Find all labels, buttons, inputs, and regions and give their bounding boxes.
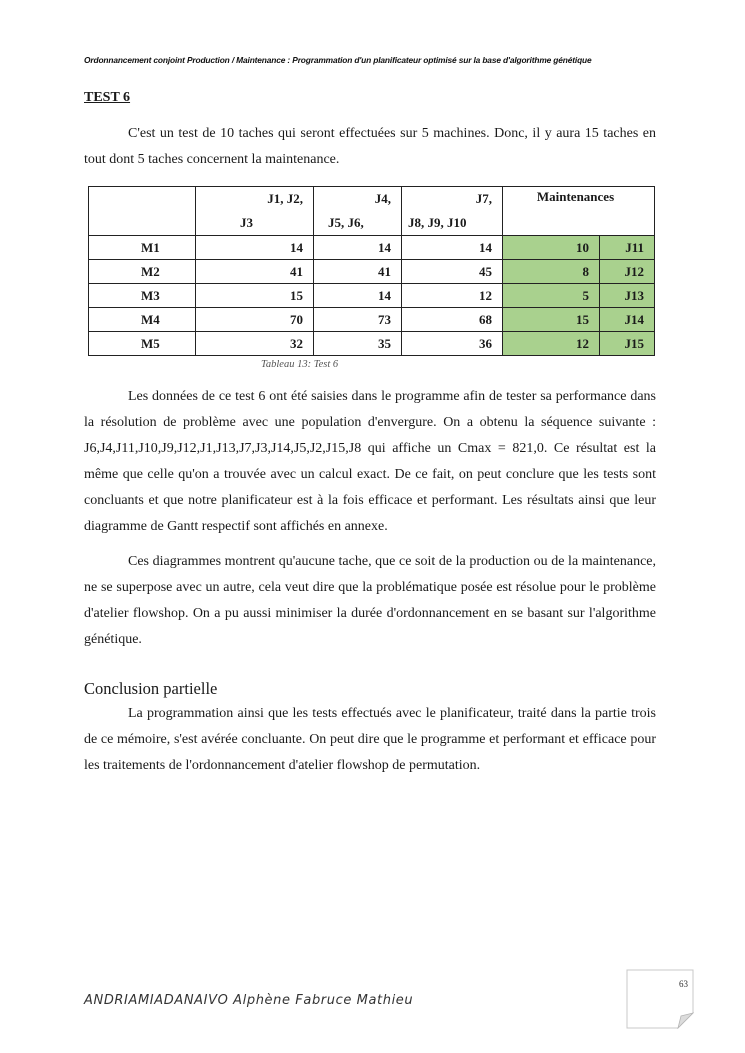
header-group-3 (402, 187, 503, 236)
table-caption: Tableau 13: Test 6 (261, 359, 339, 370)
value-cell: 15 (196, 284, 314, 308)
maintenance-value-cell: 5 (503, 284, 600, 308)
value-cell: 41 (196, 260, 314, 284)
value-cell: 35 (314, 332, 402, 356)
section-title: TEST 6 (84, 90, 131, 105)
header-group-2-line-1: J4, (374, 191, 391, 206)
value-cell: 12 (402, 284, 503, 308)
value-cell: 45 (402, 260, 503, 284)
table-header-row (89, 187, 655, 236)
maintenance-value-cell: 12 (503, 332, 600, 356)
value-cell: 14 (314, 236, 402, 260)
maintenance-job-cell: J15 (600, 332, 655, 356)
header-group-3-line-1: J7, (475, 191, 492, 206)
header-group-3-line-2: J8, J9, J10 (408, 215, 467, 230)
maintenance-job-cell: J12 (600, 260, 655, 284)
diagrams-paragraph: Ces diagrammes montrent qu'aucune tache, que ce soit de la production ou de la maintenance, ne se superpose avec un autre, cela veut dire que la problématique posée est résolue pour le problème d'atelier flowshop. On a pu aussi minimiser la durée d'ordonnancement en se basant sur l'algorithme génétique. (84, 554, 656, 647)
value-cell: 68 (402, 308, 503, 332)
value-cell: 36 (402, 332, 503, 356)
value-cell: 70 (196, 308, 314, 332)
footer-author: ANDRIAMIADANAIVO Alphène Fabruce Mathieu (84, 993, 414, 1008)
value-cell: 14 (314, 284, 402, 308)
machine-cell: M5 (89, 332, 196, 356)
header-group-1 (196, 187, 314, 236)
machine-cell: M2 (89, 260, 196, 284)
maintenance-value-cell: 8 (503, 260, 600, 284)
table-row (89, 260, 655, 284)
conclusion-paragraph: La programmation ainsi que les tests effectués avec le planificateur, traité dans la partie trois de ce mémoire, s'est avérée concluante. On peut dire que le programme et performant et efficace pour les traitements de l'ordonnancement d'atelier flowshop de permutation. (84, 706, 656, 773)
value-cell: 41 (314, 260, 402, 284)
header-group-1-line-1: J1, J2, (267, 191, 303, 206)
maintenance-job-cell: J13 (600, 284, 655, 308)
running-header: Ordonnancement conjoint Production / Maintenance : Programmation d'un planificateur optimisé sur la base d'algorithme génétique (84, 55, 592, 65)
maintenance-job-cell: J14 (600, 308, 655, 332)
table-row (89, 332, 655, 356)
machine-cell: M3 (89, 284, 196, 308)
header-group-2-line-2: J5, J6, (328, 215, 364, 230)
test-data-table (88, 186, 655, 356)
header-maintenance: Maintenances (503, 187, 655, 236)
page-curl-icon (626, 969, 694, 1029)
results-paragraph: Les données de ce test 6 ont été saisies dans le programme afin de tester sa performance dans la résolution de problème avec une population d'envergure. On a obtenu la séquence suivante : J6,J4,J11,J10,J9,J12,J1,J13,J7,J3,J14,J5,J2,J15,J8 qui affiche un Cmax = 821,0. Ce résultat est la même que celle qu'on a trouvée avec un calcul exact. De ce fait, on peut conclure que les tests sont concluants et que notre planificateur est à la fois efficace et performant. Les résultats ainsi que leur diagramme de Gantt respectif sont affichés en annexe. (84, 389, 656, 534)
page-number: 63 (679, 979, 688, 989)
value-cell: 14 (402, 236, 503, 260)
machine-cell: M1 (89, 236, 196, 260)
maintenance-value-cell: 10 (503, 236, 600, 260)
value-cell: 14 (196, 236, 314, 260)
table-row (89, 236, 655, 260)
maintenance-job-cell: J11 (600, 236, 655, 260)
table-row (89, 284, 655, 308)
maintenance-value-cell: 15 (503, 308, 600, 332)
header-group-2 (314, 187, 402, 236)
value-cell: 32 (196, 332, 314, 356)
machine-cell: M4 (89, 308, 196, 332)
header-group-1-line-2: J3 (240, 215, 253, 230)
header-empty-cell (89, 187, 196, 236)
conclusion-heading: Conclusion partielle (84, 679, 218, 698)
intro-paragraph: C'est un test de 10 taches qui seront effectuées sur 5 machines. Donc, il y aura 15 taches en tout dont 5 taches concernent la maintenance. (84, 126, 656, 167)
value-cell: 73 (314, 308, 402, 332)
table-row (89, 308, 655, 332)
